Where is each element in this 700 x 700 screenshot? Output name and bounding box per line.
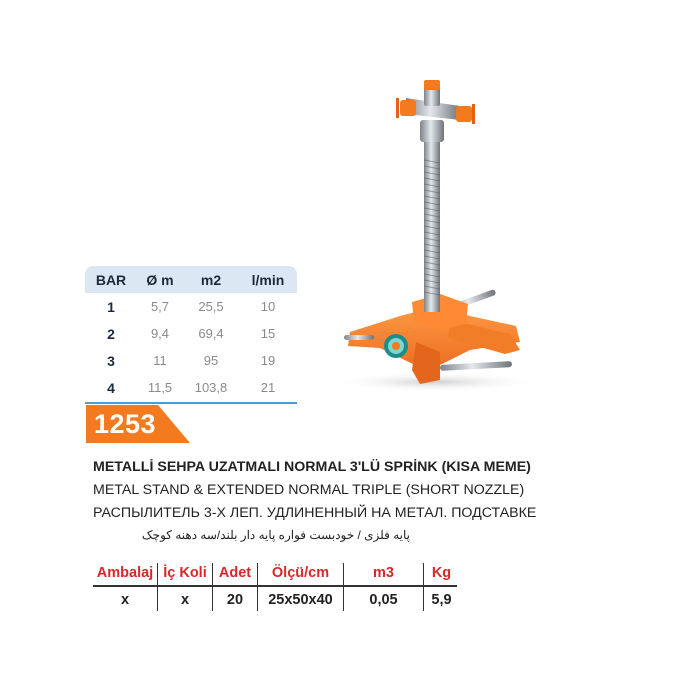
packaging-table-header <box>93 563 459 585</box>
table-row <box>85 347 297 374</box>
header-quantity: Adet <box>213 563 258 585</box>
cell-bar: 3 <box>107 352 115 369</box>
cell-flow: 21 <box>260 380 276 395</box>
header-flow: l/min <box>251 271 285 288</box>
header-bar: BAR <box>95 271 127 288</box>
cell-volume: 0,05 <box>344 587 424 611</box>
cell-diameter: 9,4 <box>150 326 170 341</box>
header-diameter: Ø m <box>146 271 174 288</box>
description-persian: پایه فلزی / خودبست فواره پایه دار بلند/سه دهنه کوچک <box>141 528 410 542</box>
header-area: m2 <box>200 271 222 288</box>
performance-table-header <box>85 266 297 293</box>
cell-flow: 19 <box>260 353 276 368</box>
table-row <box>85 374 297 401</box>
cell-area: 103,8 <box>194 380 228 395</box>
performance-table <box>85 266 297 404</box>
header-packaging: Ambalaj <box>93 563 158 585</box>
cell-area: 25,5 <box>198 299 224 314</box>
cell-area: 95 <box>203 353 219 368</box>
cell-area: 69,4 <box>198 326 224 341</box>
cell-diameter: 11,5 <box>147 380 173 395</box>
cell-inner-box: x <box>158 587 213 611</box>
cell-bar: 1 <box>107 298 115 315</box>
cell-bar: 2 <box>107 325 115 342</box>
cell-weight: 5,9 <box>431 591 452 608</box>
cell-diameter: 5,7 <box>150 299 170 314</box>
product-code: 1253 <box>94 409 157 439</box>
header-volume: m3 <box>344 563 424 585</box>
header-inner-box: İç Koli <box>158 563 213 585</box>
packaging-table <box>93 563 459 611</box>
description-english: METAL STAND & EXTENDED NORMAL TRIPLE (SHORT NOZZLE) <box>93 482 525 498</box>
product-image <box>320 80 550 400</box>
cell-bar: 4 <box>107 379 115 396</box>
cell-diameter: 11 <box>153 353 167 368</box>
table-row <box>85 320 297 347</box>
table-bottom-rule <box>85 402 297 404</box>
product-code-badge <box>86 405 190 443</box>
description-turkish: METALLİ SEHPA UZATMALI NORMAL 3'LÜ SPRİNK (KISA MEME) <box>93 459 531 475</box>
description-russian: РАСПЫЛИТЕЛЬ 3-Х ЛЕП. УДЛИНЕННЫЙ НА МЕТАЛ. ПОДСТАВКЕ <box>93 505 537 521</box>
table-row <box>93 587 459 611</box>
cell-flow: 15 <box>260 326 276 341</box>
header-weight: Kg <box>431 565 452 581</box>
cell-packaging: x <box>93 587 158 611</box>
cell-dimensions: 25x50x40 <box>258 587 344 611</box>
cell-quantity: 20 <box>213 587 258 611</box>
cell-flow: 10 <box>260 299 276 314</box>
header-dimensions: Ölçü/cm <box>258 563 344 585</box>
table-row <box>85 293 297 320</box>
